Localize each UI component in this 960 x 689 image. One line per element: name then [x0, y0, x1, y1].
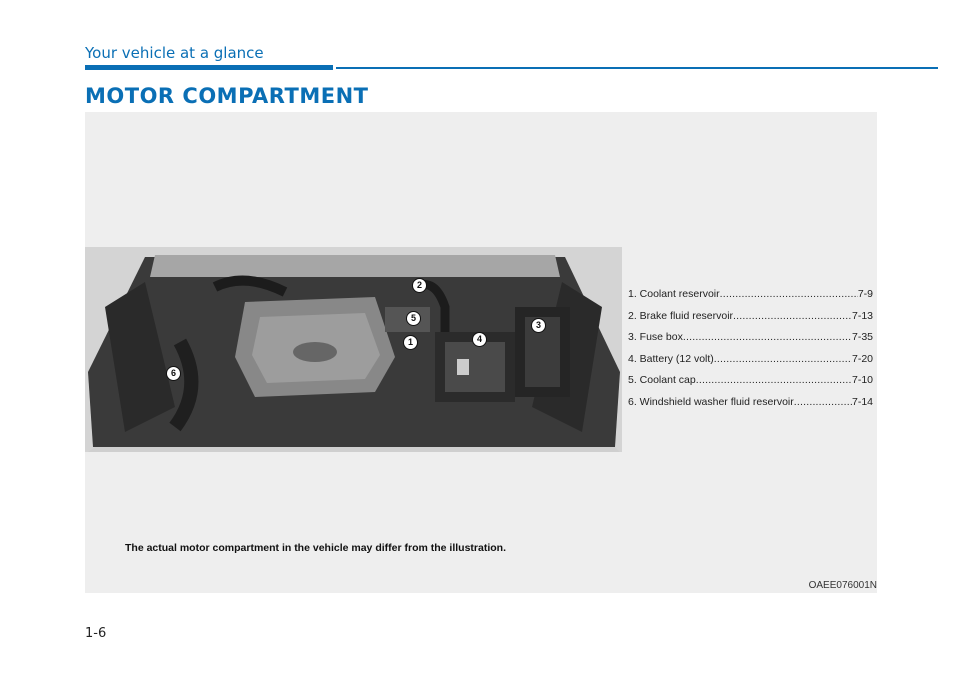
callout-4: 4	[472, 332, 487, 347]
callout-6: 6	[166, 366, 181, 381]
part-page: 7-13	[851, 309, 873, 322]
header-rule-thin	[336, 67, 938, 69]
callout-3: 3	[531, 318, 546, 333]
leader-dots	[714, 349, 852, 371]
illustration-panel	[85, 112, 877, 593]
page-title: MOTOR COMPARTMENT	[85, 84, 369, 108]
callout-1: 1	[403, 335, 418, 350]
part-label: 3. Fuse box	[628, 331, 683, 343]
part-page: 7-10	[851, 374, 873, 386]
part-page: 7-35	[851, 331, 873, 343]
callout-2: 2	[412, 278, 427, 293]
list-item	[628, 349, 873, 371]
list-item	[628, 370, 873, 392]
leader-dots	[720, 284, 858, 306]
callout-5: 5	[406, 311, 421, 326]
part-label: 5. Coolant cap	[628, 374, 696, 386]
part-label: 2. Brake fluid reservoir	[628, 309, 734, 322]
figure-code: OAEE076001N	[808, 580, 877, 591]
leader-dots	[794, 392, 852, 414]
disclaimer-text: The actual motor compartment in the vehicle may differ from the illustration.	[125, 542, 506, 554]
part-label: 4. Battery (12 volt)	[628, 352, 714, 365]
leader-dots	[683, 327, 852, 349]
engine-illustration	[85, 247, 622, 452]
leader-dots	[696, 370, 852, 392]
header-rule-thick	[85, 65, 333, 70]
engine-bay-drawing	[85, 247, 622, 452]
part-page: 7-20	[851, 352, 873, 365]
list-item	[628, 392, 873, 414]
part-page: 7-14	[851, 395, 873, 408]
list-item	[628, 306, 873, 328]
list-item	[628, 284, 873, 306]
parts-list	[628, 284, 873, 413]
leader-dots	[733, 306, 852, 328]
part-label: 1. Coolant reservoir	[628, 288, 720, 300]
section-header: Your vehicle at a glance	[85, 44, 264, 62]
page-number: 1-6	[85, 626, 107, 641]
part-page: 7-9	[857, 288, 873, 300]
list-item	[628, 327, 873, 349]
part-label: 6. Windshield washer fluid reservoir	[628, 395, 794, 408]
